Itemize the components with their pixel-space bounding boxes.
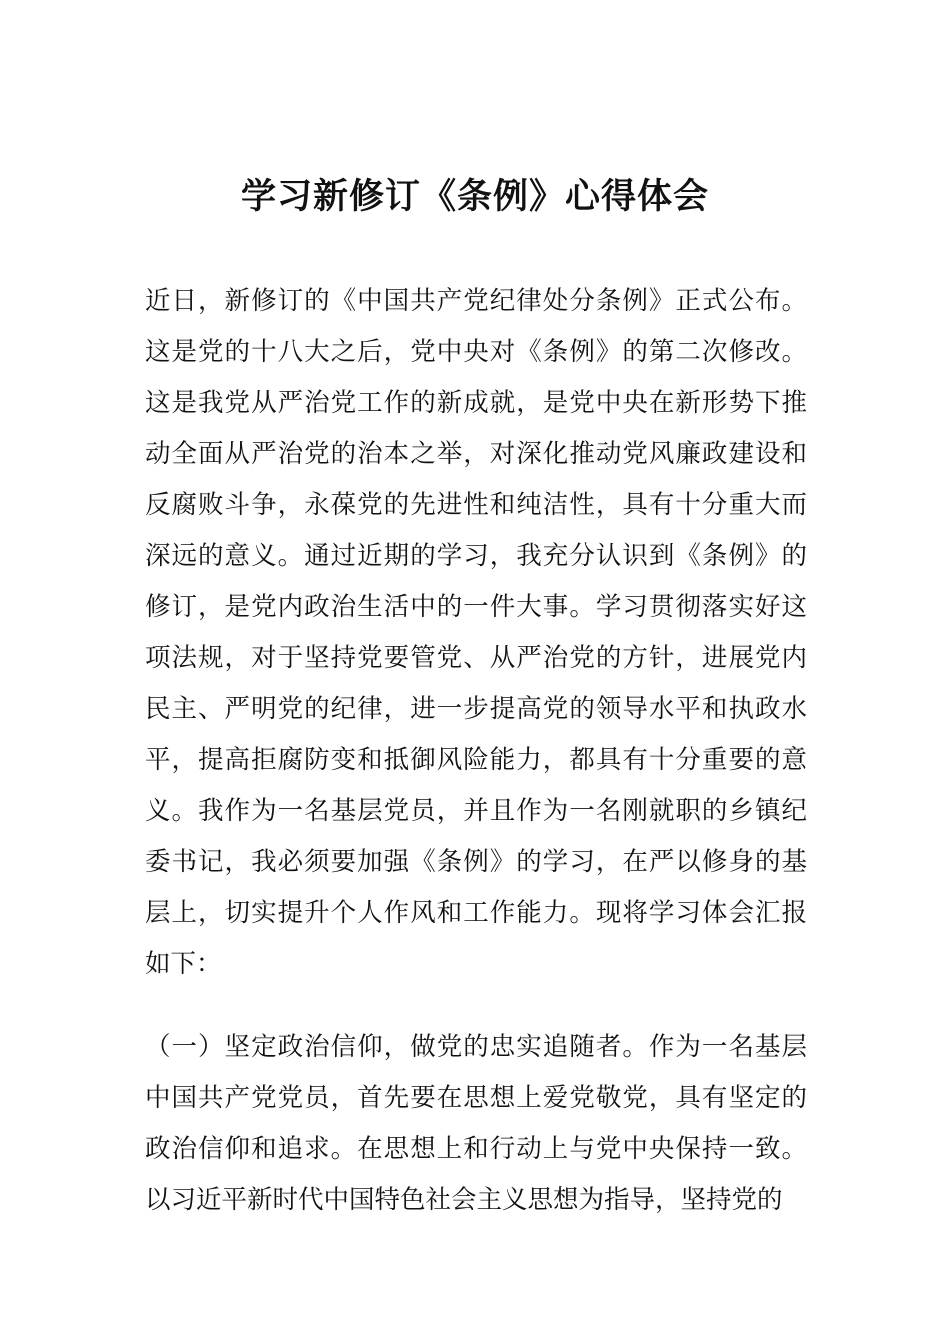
body-paragraph-section-1: （一）坚定政治信仰，做党的忠实追随者。作为一名基层中国共产党党员，首先要在思想上爱党敬党，具有坚定的政治信仰和追求。在思想上和行动上与党中央保持一致。以习近平新时代中国特色社会主义思想为指导，坚持党的 bbox=[145, 1032, 807, 1215]
body-paragraph-intro: 近日，新修订的《中国共产党纪律处分条例》正式公布。这是党的十八大之后，党中央对《条例》的第二次修改。这是我党从严治党工作的新成就，是党中央在新形势下推动全面从严治党的治本之举，对深化推动党风廉政建设和反腐败斗争，永葆党的先进性和纯洁性，具有十分重大而深远的意义。通过近期的学习，我充分认识到《条例》的修订，是党内政治生活中的一件大事。学习贯彻落实好这项法规，对于坚持党要管党、从严治党的方针，进展党内民主、严明党的纪律，进一步提高党的领导水平和执政水平，提高拒腐防变和抵御风险能力，都具有十分重要的意义。我作为一名基层党员，并且作为一名刚就职的乡镇纪委书记，我必须要加强《条例》的学习，在严以修身的基层上，切实提升个人作风和工作能力。现将学习体会汇报如下： bbox=[145, 286, 807, 979]
document-title: 学习新修订《条例》心得体会 bbox=[240, 177, 709, 217]
